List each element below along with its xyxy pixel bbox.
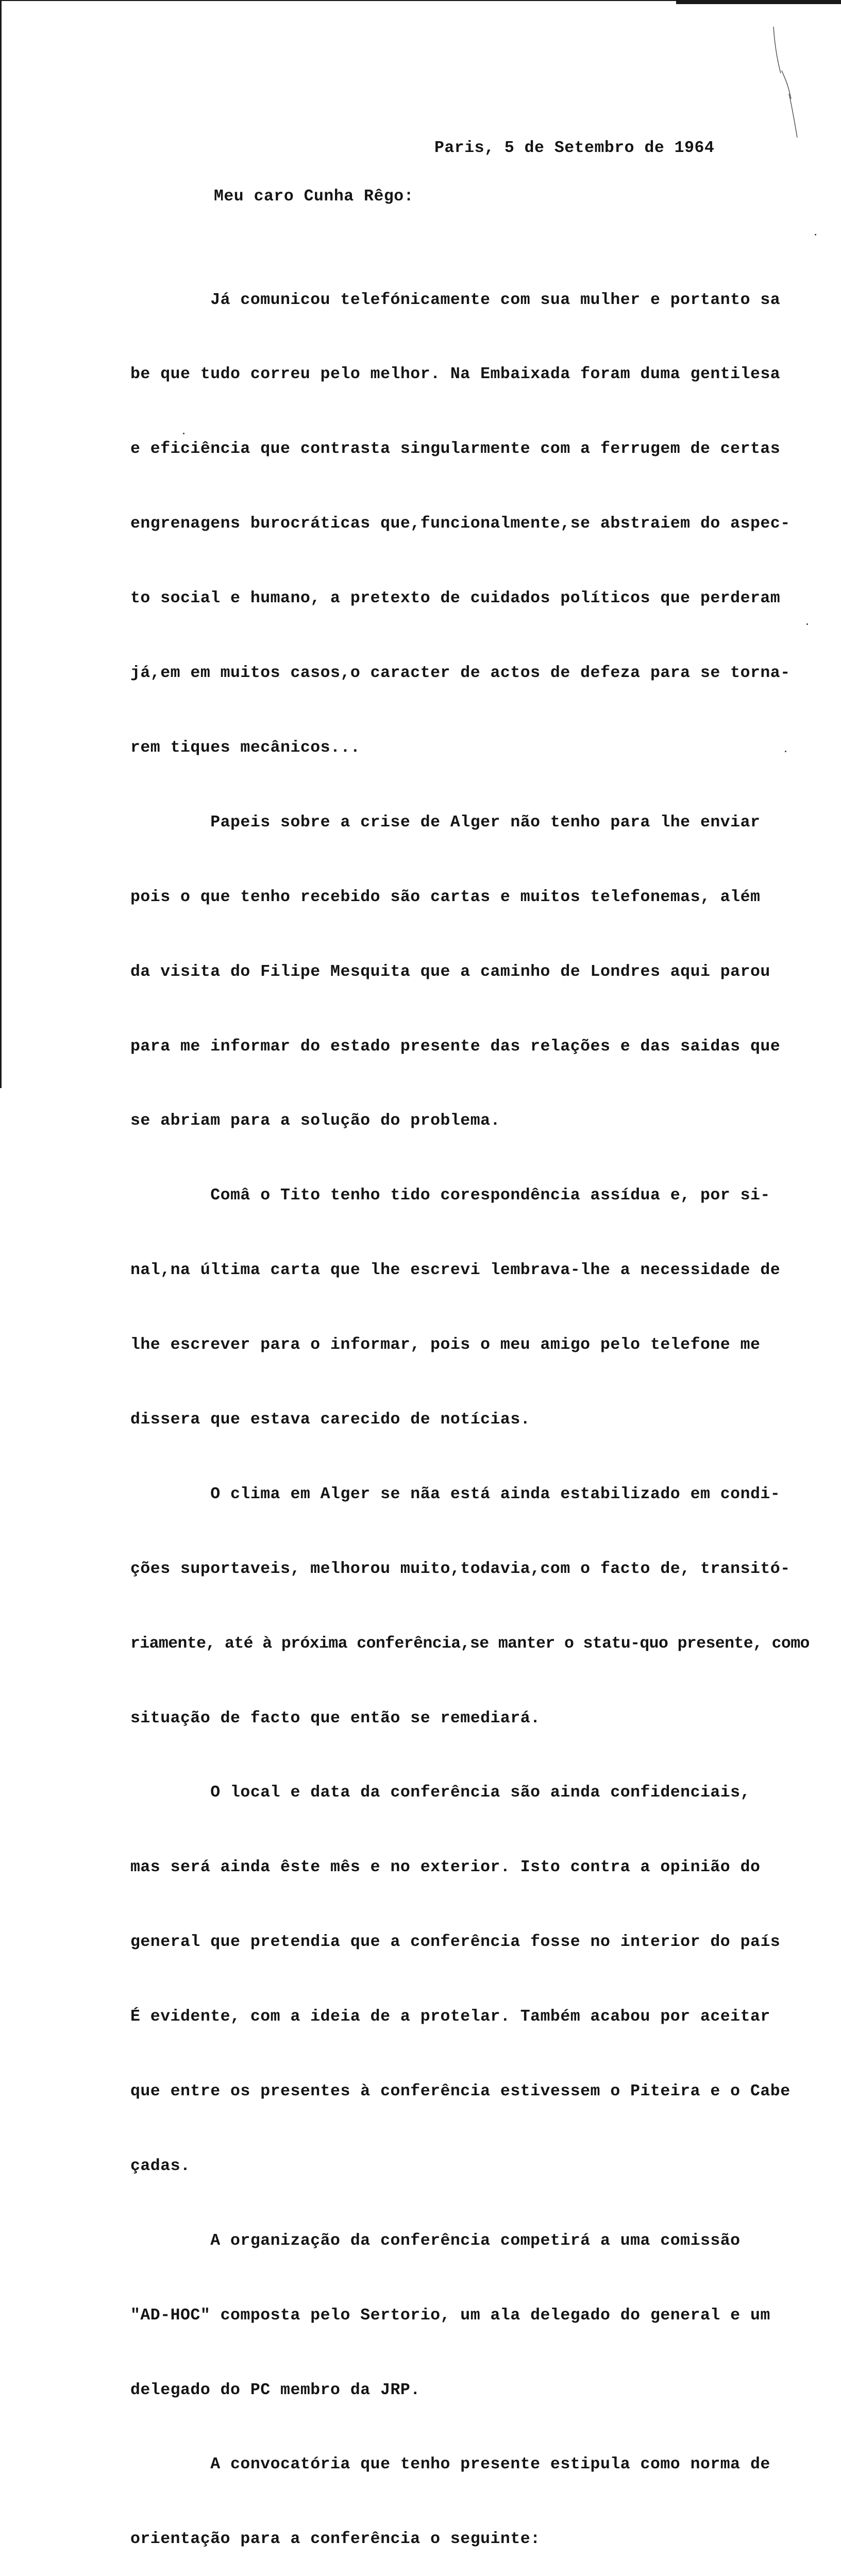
body-line: A organização da conferência competirá a uma comissão <box>130 2231 741 2250</box>
paper-speck <box>785 751 786 752</box>
paper-speck <box>806 623 808 625</box>
body-line: que entre os presentes à conferência estivessem o Piteira e o Cabe <box>130 2082 790 2100</box>
body-line: É evidente, com a ideia de a protelar. Também acabou por aceitar <box>130 2008 770 2026</box>
paper-speck <box>183 433 184 434</box>
body-line: general que pretendia que a conferência fosse no interior do país <box>130 1933 781 1952</box>
body-line: Comâ o Tito tenho tido corespondência assídua e, por si- <box>130 1187 770 1205</box>
body-line: pois o que tenho recebido são cartas e muitos telefonemas, além <box>130 888 761 906</box>
body-line: já,em em muitos casos,o caracter de actos de defeza para se torna- <box>130 664 790 683</box>
body-line: e eficiência que contrasta singularmente com a ferrugem de certas <box>130 440 781 459</box>
body-line: lhe escrever para o informar, pois o meu amigo pelo telefone me <box>130 1336 761 1354</box>
salutation: Meu caro Cunha Rêgo: <box>214 188 414 206</box>
body-line: se abriam para a solução do problema. <box>130 1112 500 1130</box>
body-line: mas será ainda êste mês e no exterior. Isto contra a opinião do <box>130 1858 761 1877</box>
letter-body <box>130 238 810 2576</box>
body-line: be que tudo correu pelo melhor. Na Embaixada foram duma gentilesa <box>130 365 781 384</box>
body-line: çadas. <box>130 2157 191 2175</box>
body-line: riamente, até à próxima conferência,se manter o statu-quo presente, como <box>130 1634 810 1653</box>
paper-speck <box>815 234 816 235</box>
body-line: O local e data da conferência são ainda confidenciais, <box>130 1784 750 1802</box>
scan-edge-mark <box>676 1 841 4</box>
body-line: nal,na última carta que lhe escrevi lembrava-lhe a necessidade de <box>130 1261 781 1280</box>
body-line: situação de facto que então se remediará. <box>130 1709 541 1727</box>
body-line: "AD-HOC" composta pelo Sertorio, um ala delegado do general e um <box>130 2306 770 2325</box>
dateline: Paris, 5 de Setembro de 1964 <box>434 139 715 157</box>
body-line: O clima em Alger se nãa está ainda estabilizado em condi- <box>130 1485 781 1503</box>
body-line: engrenagens burocráticas que,funcionalmente,se abstraiem do aspec- <box>130 515 790 533</box>
body-line: Papeis sobre a crise de Alger não tenho para lhe enviar <box>130 813 761 832</box>
body-line: da visita do Filipe Mesquita que a caminho de Londres aqui parou <box>130 962 770 981</box>
body-line: Já comunicou telefónicamente com sua mulher e portanto sa <box>130 291 781 309</box>
body-line: para me informar do estado presente das relações e das saidas que <box>130 1037 781 1056</box>
body-line: rem tiques mecânicos... <box>130 738 361 757</box>
body-line: dissera que estava carecido de notícias. <box>130 1410 531 1429</box>
body-line: A convocatória que tenho presente estipula como norma de <box>130 2455 770 2474</box>
body-line: delegado do PC membro da JRP. <box>130 2381 420 2399</box>
body-line: orientação para a conferência o seguinte: <box>130 2530 541 2549</box>
pencil-mark <box>769 22 800 140</box>
body-line: ções suportaveis, melhorou muito,todavia,com o facto de, transitó- <box>130 1560 790 1578</box>
body-line: to social e humano, a pretexto de cuidados políticos que perderam <box>130 589 781 608</box>
